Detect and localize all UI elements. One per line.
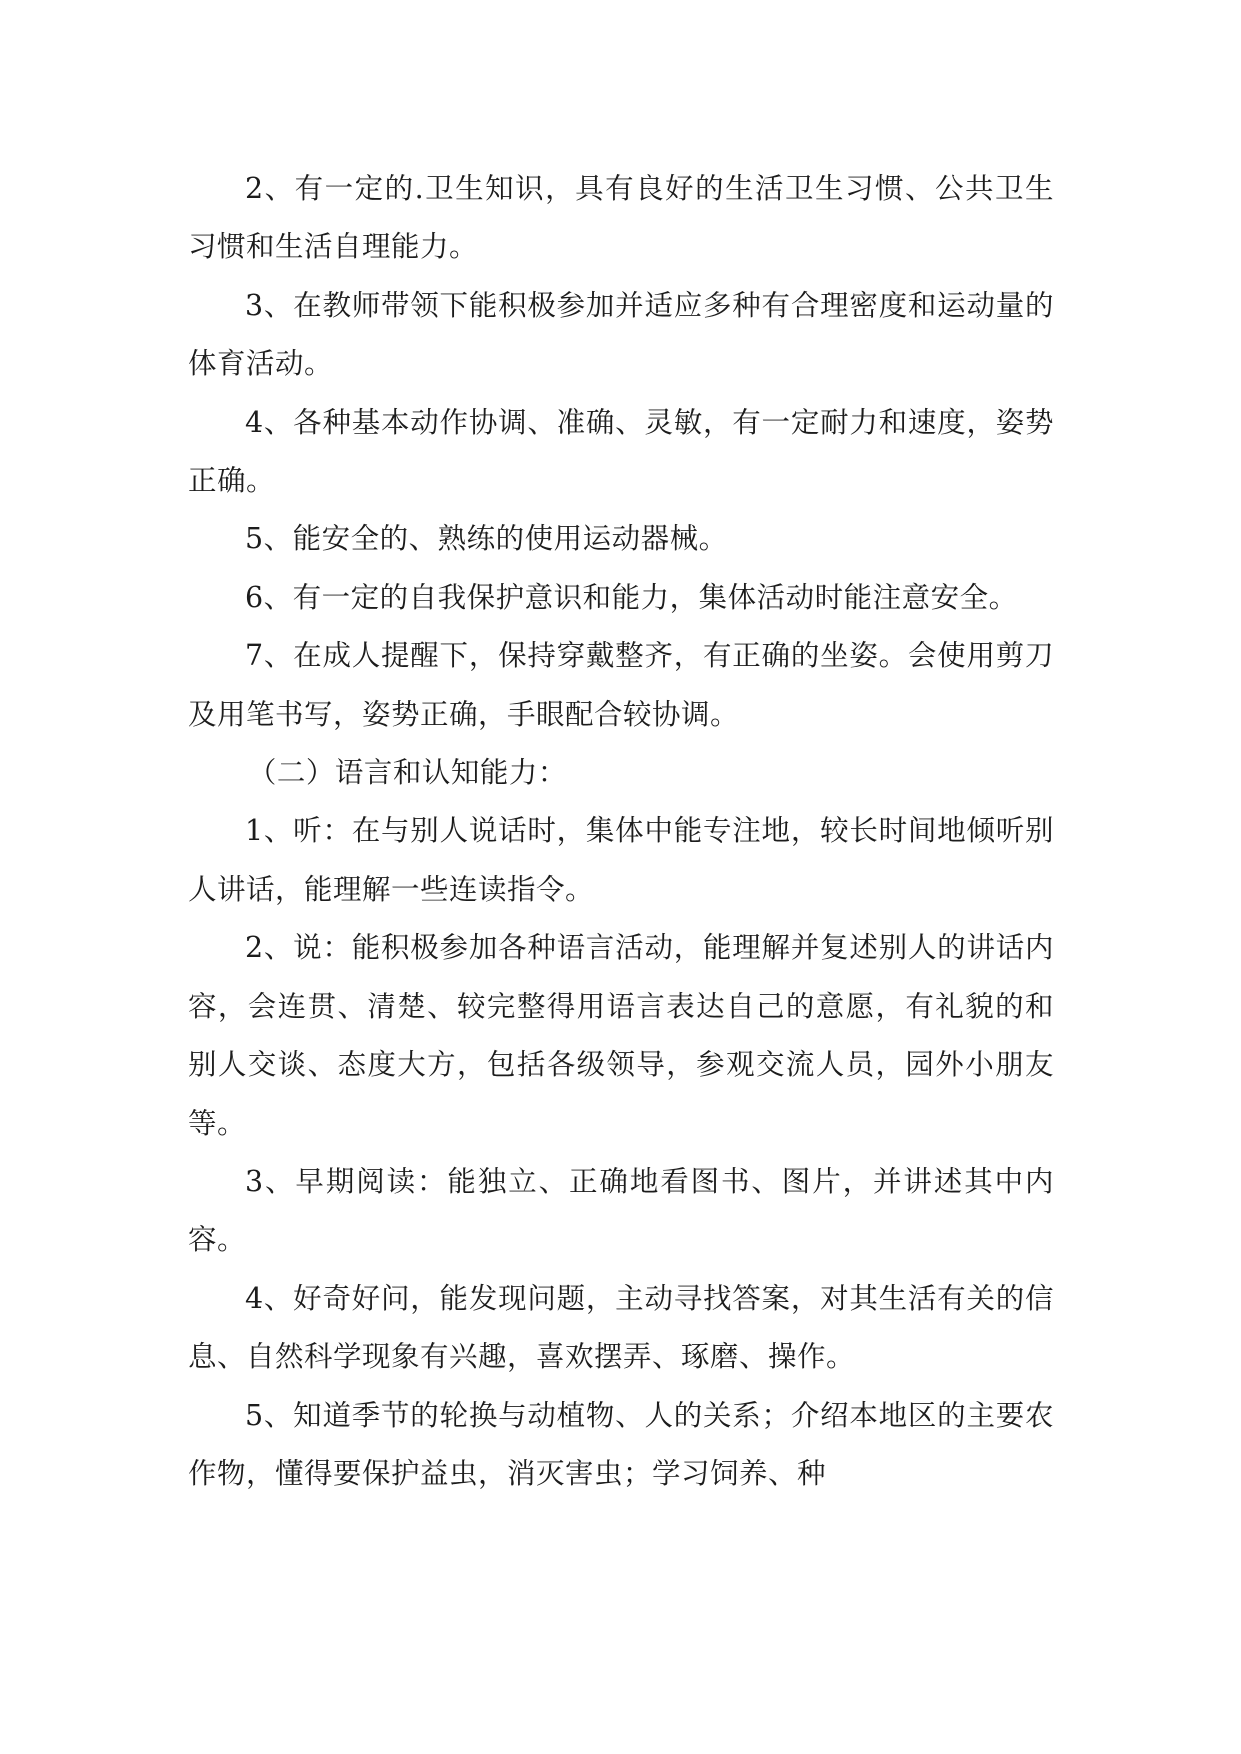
paragraph-item-5-seasons: 5、知道季节的轮换与动植物、人的关系；介绍本地区的主要农作物，懂得要保护益虫，消灭害虫；学习饲养、种 (188, 1398, 1054, 1490)
paragraph-item-2-speaking: 2、说：能积极参加各种语言活动，能理解并复述别人的讲话内容，会连贯、清楚、较完整得用语言表达自己的意愿，有礼貌的和别人交谈、态度大方，包括各级领导，参观交流人员，园外小朋友等。 (188, 931, 1054, 1140)
paragraph-item-5-equipment: 5、能安全的、熟练的使用运动器械。 (245, 522, 728, 556)
paragraph-item-4-curiosity: 4、好奇好问，能发现问题，主动寻找答案，对其生活有关的信息、自然科学现象有兴趣，喜欢摆弄、琢磨、操作。 (188, 1281, 1054, 1374)
document-body (188, 160, 1054, 1503)
paragraph-item-3-sports: 3、在教师带领下能积极参加并适应多种有合理密度和运动量的体育活动。 (188, 288, 1054, 381)
paragraph-item-3-reading: 3、早期阅读：能独立、正确地看图书、图片，并讲述其中内容。 (188, 1164, 1054, 1257)
paragraph-item-6-safety: 6、有一定的自我保护意识和能力，集体活动时能注意安全。 (245, 580, 1018, 614)
paragraph-item-7-posture: 7、在成人提醒下，保持穿戴整齐，有正确的坐姿。会使用剪刀及用笔书写，姿势正确，手眼配合较协调。 (188, 639, 1054, 731)
paragraph-item-1-listening: 1、听：在与别人说话时，集体中能专注地，较长时间地倾听别人讲话，能理解一些连读指令。 (188, 814, 1054, 906)
section-heading-language-cognition: （二）语言和认知能力： (247, 756, 567, 790)
paragraph-item-4-movement: 4、各种基本动作协调、准确、灵敏，有一定耐力和速度，姿势正确。 (188, 405, 1054, 498)
paragraph-item-2-hygiene: 2、有一定的.卫生知识，具有良好的生活卫生习惯、公共卫生习惯和生活自理能力。 (188, 172, 1054, 264)
